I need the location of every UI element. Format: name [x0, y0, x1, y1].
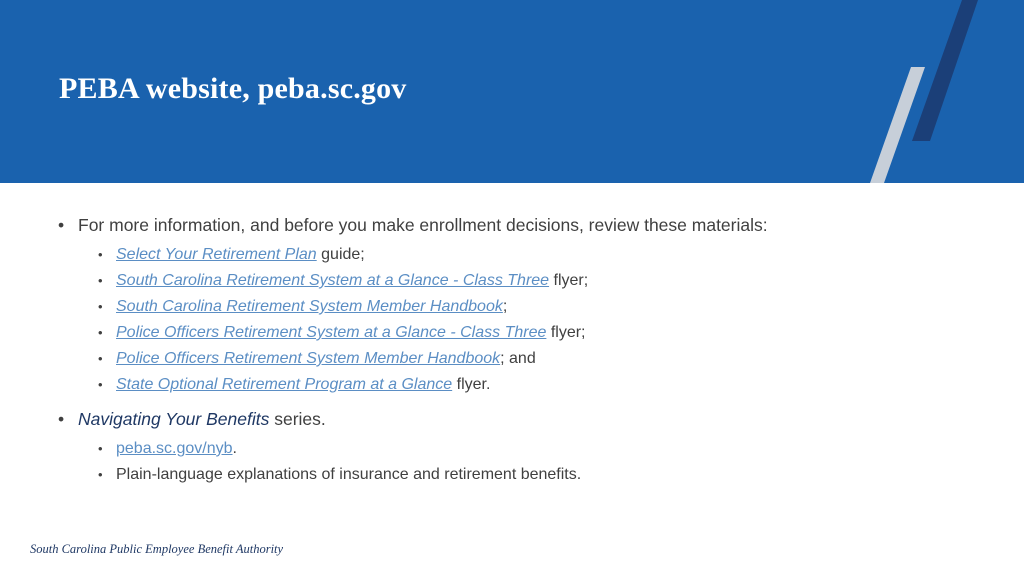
slide-title: PEBA website, peba.sc.gov	[59, 72, 407, 105]
scrs-handbook-link[interactable]: South Carolina Retirement System Member Handbook	[116, 298, 503, 315]
pors-glance-link[interactable]: Police Officers Retirement System at a Glance - Class Three	[116, 324, 547, 341]
bullet-materials	[58, 212, 998, 238]
series-name: Navigating Your Benefits	[78, 409, 270, 429]
title-banner	[0, 0, 1024, 183]
list-item	[98, 346, 998, 372]
list-item	[98, 294, 998, 320]
light-slash-shape	[870, 67, 925, 183]
materials-list	[58, 242, 998, 398]
bullet-series	[58, 406, 998, 432]
sub-bullet-dot: •	[98, 351, 103, 366]
decorative-slashes	[0, 0, 1024, 183]
select-plan-link[interactable]: Select Your Retirement Plan	[116, 246, 317, 263]
item-suffix: ; and	[500, 350, 536, 367]
list-item	[98, 320, 998, 346]
series-list	[58, 436, 998, 488]
nyb-link[interactable]: peba.sc.gov/nyb	[116, 440, 233, 457]
item-suffix: ;	[502, 298, 508, 315]
sub-bullet-dot: •	[98, 273, 103, 288]
bullet-dot: •	[58, 409, 65, 429]
item-suffix: .	[232, 440, 237, 457]
list-item	[98, 436, 998, 462]
series-suffix: series.	[269, 409, 326, 429]
list-item	[98, 242, 998, 268]
slide-body	[58, 212, 998, 496]
orp-glance-link[interactable]: State Optional Retirement Program at a Glance	[116, 376, 453, 393]
sub-bullet-dot: •	[98, 299, 103, 314]
list-item	[98, 268, 998, 294]
pors-handbook-link[interactable]: Police Officers Retirement System Member Handbook	[116, 350, 501, 367]
item-suffix: guide;	[316, 246, 365, 263]
sub-bullet-dot: •	[98, 377, 103, 392]
sub-bullet-dot: •	[98, 247, 103, 262]
list-item	[98, 462, 998, 488]
list-item	[98, 372, 998, 398]
plain-language-text: Plain-language explanations of insurance and retirement benefits.	[116, 466, 582, 483]
bullet-dot: •	[58, 215, 65, 235]
bullet-text: For more information, and before you make enrollment decisions, review these materials:	[78, 215, 768, 235]
sub-bullet-dot: •	[98, 467, 103, 482]
item-suffix: flyer;	[549, 272, 589, 289]
item-suffix: flyer;	[546, 324, 586, 341]
sub-bullet-dot: •	[98, 441, 103, 456]
scrs-glance-link[interactable]: South Carolina Retirement System at a Glance - Class Three	[116, 272, 550, 289]
footer-org-name: South Carolina Public Employee Benefit Authority	[30, 542, 284, 556]
sub-bullet-dot: •	[98, 325, 103, 340]
item-suffix: flyer.	[452, 376, 491, 393]
